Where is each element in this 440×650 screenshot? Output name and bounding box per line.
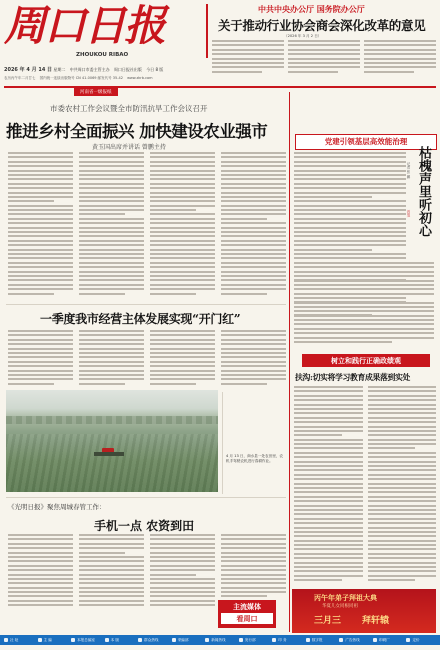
- vertical-byline: 记者 张 鹏: [407, 162, 411, 179]
- footer-link[interactable]: 广告热线: [338, 636, 359, 644]
- badge-3: 今日 8 版: [146, 67, 164, 72]
- banner-party-building-text: 党建引领基层高效能治理: [324, 137, 408, 146]
- media-logo[interactable]: [218, 600, 276, 628]
- logo-pinyin: ZHOUKOU RIBAO: [76, 52, 129, 58]
- footer-link[interactable]: 主 编: [37, 636, 52, 644]
- issue-codes: 国内统一连续出版物号 CN 41-0069 邮发代号 35-42: [39, 76, 123, 80]
- lead-kicker[interactable]: 市委农村工作会议暨全市防汛抗旱工作会议召开: [50, 104, 208, 113]
- footer-link[interactable]: 印刷厂: [372, 636, 390, 644]
- ad-suffix: 拜轩辕: [362, 616, 390, 626]
- footer-link[interactable]: 数字报: [305, 636, 323, 644]
- website-link[interactable]: www.zkrb.com: [127, 76, 153, 80]
- photo-divider: [222, 392, 223, 494]
- ad-line1: 丙午年弟子拜祖大典: [314, 593, 377, 602]
- vertical-label: 首发: [407, 210, 411, 217]
- lead-subhead: 黄玉国出席并讲话 曾鹏主持: [92, 144, 166, 151]
- footer-link[interactable]: 本 版: [104, 636, 119, 644]
- banner-correct-view[interactable]: [302, 354, 430, 367]
- top-news-headline[interactable]: 关于推动行业协会商会深化改革的意见: [218, 18, 426, 33]
- vertical-title[interactable]: 枯槐声里听初心: [416, 146, 431, 237]
- second-text: [8, 330, 286, 388]
- third-headline[interactable]: 手机一点 农资到田: [94, 519, 195, 533]
- right-text-2: [294, 262, 434, 352]
- badge-1: 中共周口市委主管主办: [69, 67, 110, 72]
- right-text-3: [294, 386, 436, 586]
- right-column-border: [289, 92, 290, 632]
- issue-date: 2026 年 4 月 14 日: [4, 67, 53, 73]
- top-news-text: [212, 40, 436, 78]
- newspaper-logo: 周口日报: [4, 1, 165, 50]
- section-tag: 河南省一级报纸: [74, 88, 118, 96]
- media-logo-line2: 看周口: [221, 613, 273, 624]
- date-bar-2: [4, 76, 206, 84]
- ad-date: 三月三: [314, 616, 342, 626]
- top-news-note: （2026 年 3 月 2 日）: [284, 34, 322, 38]
- footer-link[interactable]: 发行部: [238, 636, 256, 644]
- photo-caption: 4 月 13 日，商水县一处农田里，农机手驾驶农机进行春耕作业。: [226, 454, 284, 463]
- ad-line2: 华夏儿女同根同祖: [322, 604, 358, 609]
- second-headline[interactable]: 一季度我市经营主体发展实现“开门红”: [40, 312, 241, 326]
- footer-link[interactable]: 采编部: [171, 636, 189, 644]
- third-kicker[interactable]: 《光明日报》聚焦周城春管工作：: [8, 503, 106, 511]
- lead-headline[interactable]: 推进乡村全面振兴 加快建设农业强市: [6, 122, 268, 141]
- farm-photo[interactable]: [6, 390, 218, 492]
- right-headline-2[interactable]: 扶沟:切实将学习教育成果落到实处: [295, 373, 411, 382]
- footer-link[interactable]: 定价: [405, 636, 419, 644]
- banner-correct-view-text: 树立和践行正确政绩观: [331, 356, 401, 365]
- top-news-kicker[interactable]: 中共中央办公厅 国务院办公厅: [258, 4, 365, 14]
- weekday: 星期二: [53, 67, 66, 72]
- footer-link[interactable]: 印 务: [271, 636, 286, 644]
- media-logo-line1: 主流媒体: [233, 602, 261, 611]
- ancestor-ceremony-ad[interactable]: [292, 589, 436, 633]
- footer-link[interactable]: 群众热线: [137, 636, 158, 644]
- footer-link[interactable]: 新闻热线: [204, 636, 225, 644]
- footer-link[interactable]: 本报总编室: [70, 636, 95, 644]
- middle-separator: [6, 497, 286, 498]
- lunar-date: 农历丙午年二月廿七: [4, 76, 36, 80]
- badge-2: 周口日报社出版: [113, 67, 142, 72]
- footer-link[interactable]: 社 址: [3, 636, 18, 644]
- masthead-divider: [206, 4, 208, 58]
- red-rule: [4, 86, 436, 88]
- lead-separator: [6, 304, 286, 305]
- lead-text: [8, 152, 286, 302]
